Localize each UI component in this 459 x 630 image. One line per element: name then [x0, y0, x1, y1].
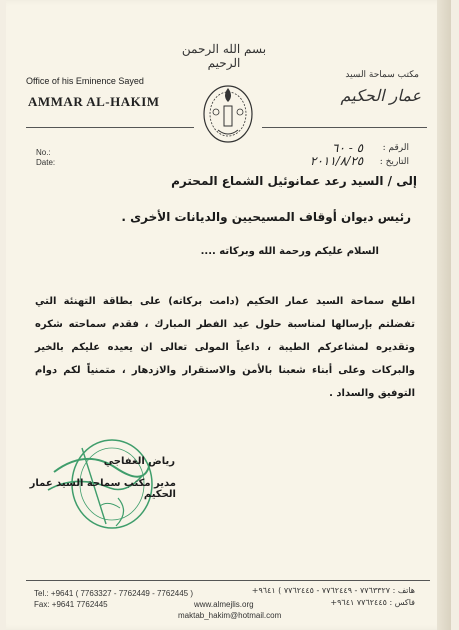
salutation: السلام عليكم ورحمة الله وبركاته .... — [200, 246, 379, 257]
reference-number-label-ar: الرقم : — [382, 143, 409, 153]
header-divider-left — [26, 127, 194, 128]
date-label-en: Date: — [36, 158, 56, 167]
office-title-en: Office of his Eminence Sayed — [26, 76, 144, 86]
footer-telephone-ar: هاتف : ٧٧٦٣٣٢٧ - ٧٧٦٢٤٤٩ - ٧٧٦٢٤٤٥ ) ٩٦٤١+ — [251, 586, 415, 595]
emblem-logo — [198, 78, 258, 148]
reference-number-value: ٥ - ٦٠ — [332, 141, 364, 155]
letter-page — [6, 0, 451, 630]
addressee-title: رئيس ديوان أوقاف المسيحيين والديانات الأخرى . — [121, 210, 411, 224]
office-title-ar: مكتب سماحة السيد — [345, 70, 419, 80]
page-edge — [437, 0, 451, 630]
date-value: ٢٠١١/٨/٢٥ — [310, 154, 364, 168]
date-label-ar: التاريخ : — [379, 157, 409, 167]
footer-divider — [26, 580, 430, 581]
footer-fax-ar: فاكس : ٧٧٦٢٤٤٥ ٩٦٤١+ — [330, 598, 415, 607]
footer-fax-en: Fax: +9641 7762445 — [34, 600, 108, 609]
footer-email: maktab_hakim@hotmail.com — [178, 611, 282, 620]
bismillah-calligraphy: بسم الله الرحمن الرحيم — [181, 42, 267, 70]
letter-body: اطلع سماحة السيد عمار الحكيم (دامت بركاته) على بطاقة التهنئة التي تفضلتم بإرسالها لمناسبة حلول عيد الفطر المبارك ، فقدم سماحته شكره وتقديره لمشاعركم الطيبة ، داعياً المولى تعالى ان يعيده عليكم بالخير والبركات وعلى أبناء شعبنا بالأمن والاستقرار والازدهار ، متمنياً لكم دوام التوفيق والسداد . — [35, 296, 415, 399]
addressee-line: إلى / السيد رعد عمانوئيل الشماع المحترم — [171, 174, 417, 188]
footer-website: www.almejlis.org — [194, 600, 254, 609]
name-ar: عمار الحكيم — [340, 86, 421, 105]
signatory-title: مدير مكتب سماحة السيد عمار الحكيم — [29, 478, 176, 500]
reference-number-label-en: No.: — [36, 148, 51, 157]
header-divider-right — [262, 127, 427, 128]
signatory-name: رياض الغفاجي — [103, 456, 175, 467]
name-en: AMMAR AL-HAKIM — [28, 94, 160, 109]
footer-telephone-en: Tel.: +9641 ( 7763327 - 7762449 - 7762445 ) — [34, 589, 194, 598]
